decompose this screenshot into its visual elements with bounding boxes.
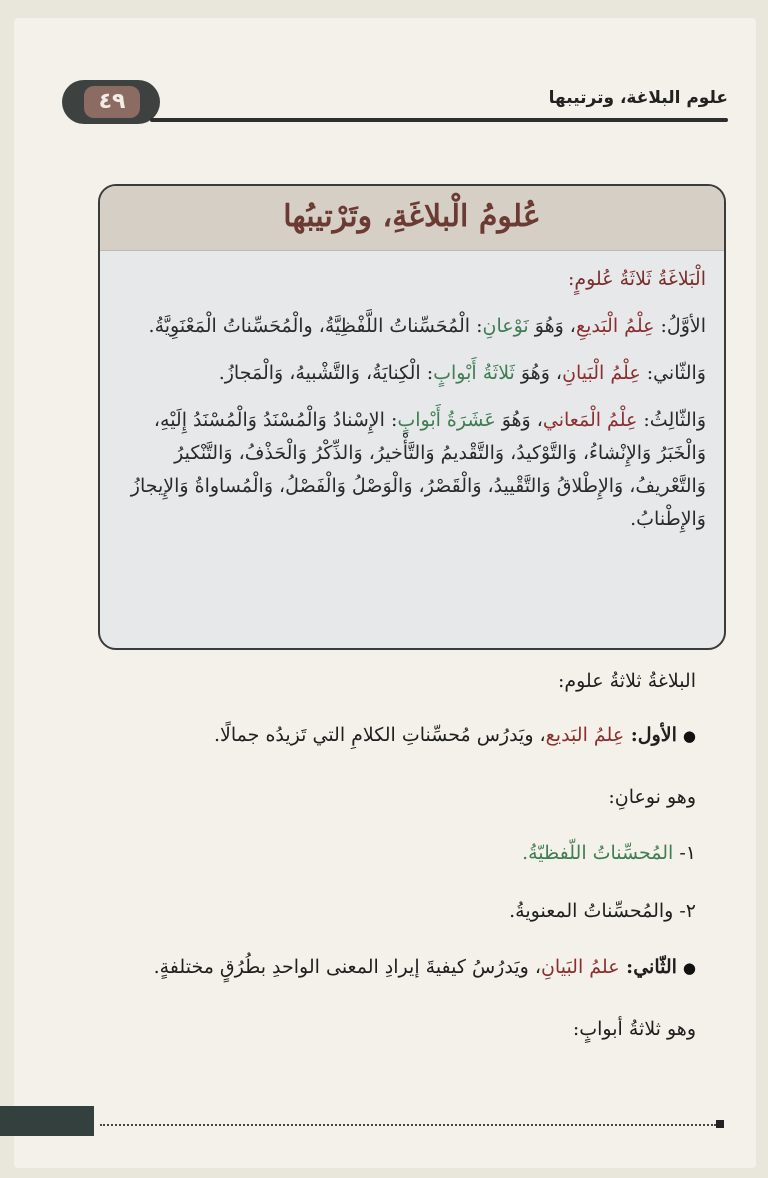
footer-square-icon bbox=[716, 1120, 724, 1128]
second-mid: ، وَهُوَ bbox=[514, 362, 563, 384]
box-title: عُلومُ الْبلاغَةِ، وتَرْتيبُها bbox=[100, 186, 724, 251]
first-count: نَوْعانِ bbox=[482, 315, 529, 337]
second-bullet-label: الثّاني: bbox=[619, 956, 677, 978]
page-header bbox=[0, 0, 768, 130]
type-1-text: المُحسِّناتُ اللّفظيّةُ. bbox=[522, 842, 674, 864]
type-1-number: ١- bbox=[673, 842, 696, 864]
box-intro: الْبَلاغَةُ ثَلاثَةُ عُلومٍ: bbox=[567, 268, 706, 290]
main-intro: البلاغةُ ثلاثةُ علوم: bbox=[557, 670, 696, 692]
second-prefix: وَالثّاني: bbox=[640, 362, 706, 384]
running-title: علوم البلاغة، وترتيبها bbox=[548, 88, 728, 108]
first-science-name: عِلْمُ الْبَديعِ bbox=[575, 315, 655, 337]
first-prefix: الأوَّلُ: bbox=[654, 315, 706, 337]
first-bullet-science: عِلمُ البَديع bbox=[545, 724, 625, 746]
box-second-science bbox=[118, 357, 706, 390]
box-body bbox=[100, 251, 724, 536]
third-prefix: وَالثّالِثُ: bbox=[637, 409, 706, 431]
first-bullet-rest: ، ويَدرُس مُحسِّناتِ الكلامِ التي تَزيدُه جمالًا. bbox=[214, 724, 546, 746]
third-rest: : الإِسْنادُ وَالْمُسْنَدُ وَالْمُسْنَدُ إِلَيْهِ، وَالْخَبَرُ وَالإِنْشاءُ، وَالتَّوْكيدُ، وَالتَّقْديمُ وَالتَّأْخيرُ، وَالذِّكْرُ وَالْحَذْفُ، وَالتَّنْكيرُ وَالتَّعْريفُ، وَالإِطْلاقُ وَالتَّقْييدُ، وَالْقَصْرُ، وَالْوَصْلُ وَالْفَصْلُ، وَالْمُساواةُ وَالإِيجازُ وَالإِطْنابُ. bbox=[130, 409, 706, 530]
second-bullet bbox=[154, 956, 696, 978]
second-science-name: عِلْمُ الْبَيانِ bbox=[562, 362, 641, 384]
first-mid: ، وَهُوَ bbox=[528, 315, 576, 337]
header-rule bbox=[150, 118, 728, 122]
second-count: ثَلاثَةُ أَبْوابٍ bbox=[433, 362, 515, 384]
footer-dotted-rule bbox=[100, 1124, 716, 1126]
type-2-number: ٢- bbox=[673, 900, 696, 922]
type-2-text: والمُحسِّناتُ المعنويةُ. bbox=[509, 900, 674, 922]
third-count: عَشَرَةُ أَبْوابٍ bbox=[397, 409, 496, 431]
first-bullet bbox=[214, 724, 696, 746]
box-first-science bbox=[118, 310, 706, 343]
type-1 bbox=[522, 842, 696, 864]
bullet-icon: ● bbox=[682, 727, 696, 745]
chapters-intro: وهو ثلاثةُ أبوابٍ: bbox=[572, 1018, 696, 1040]
first-rest: : الْمُحَسِّناتُ اللَّفْظِيَّةُ، والْمُحَسِّناتُ الْمَعْنَوِيَّةُ. bbox=[148, 315, 483, 337]
box-third-science bbox=[118, 404, 706, 536]
page-number: ٤٩ bbox=[84, 86, 140, 118]
third-science-name: عِلْمُ الْمَعاني bbox=[542, 409, 638, 431]
bullet-icon: ● bbox=[682, 959, 696, 977]
summary-box bbox=[98, 184, 726, 650]
second-bullet-science: علمُ البَيانِ bbox=[540, 956, 620, 978]
footer-bar bbox=[0, 1106, 94, 1136]
type-2 bbox=[509, 900, 696, 922]
second-rest: : الْكِنايَةُ، وَالتَّشْبيهُ، وَالْمَجازُ. bbox=[218, 362, 434, 384]
first-bullet-label: الأول: bbox=[624, 724, 677, 746]
types-intro: وهو نوعانِ: bbox=[608, 786, 696, 808]
third-mid: ، وَهُوَ bbox=[495, 409, 543, 431]
second-bullet-rest: ، ويَدرُسُ كيفيةَ إيرادِ المعنى الواحدِ بطُرُقٍ مختلفةٍ. bbox=[153, 956, 541, 978]
